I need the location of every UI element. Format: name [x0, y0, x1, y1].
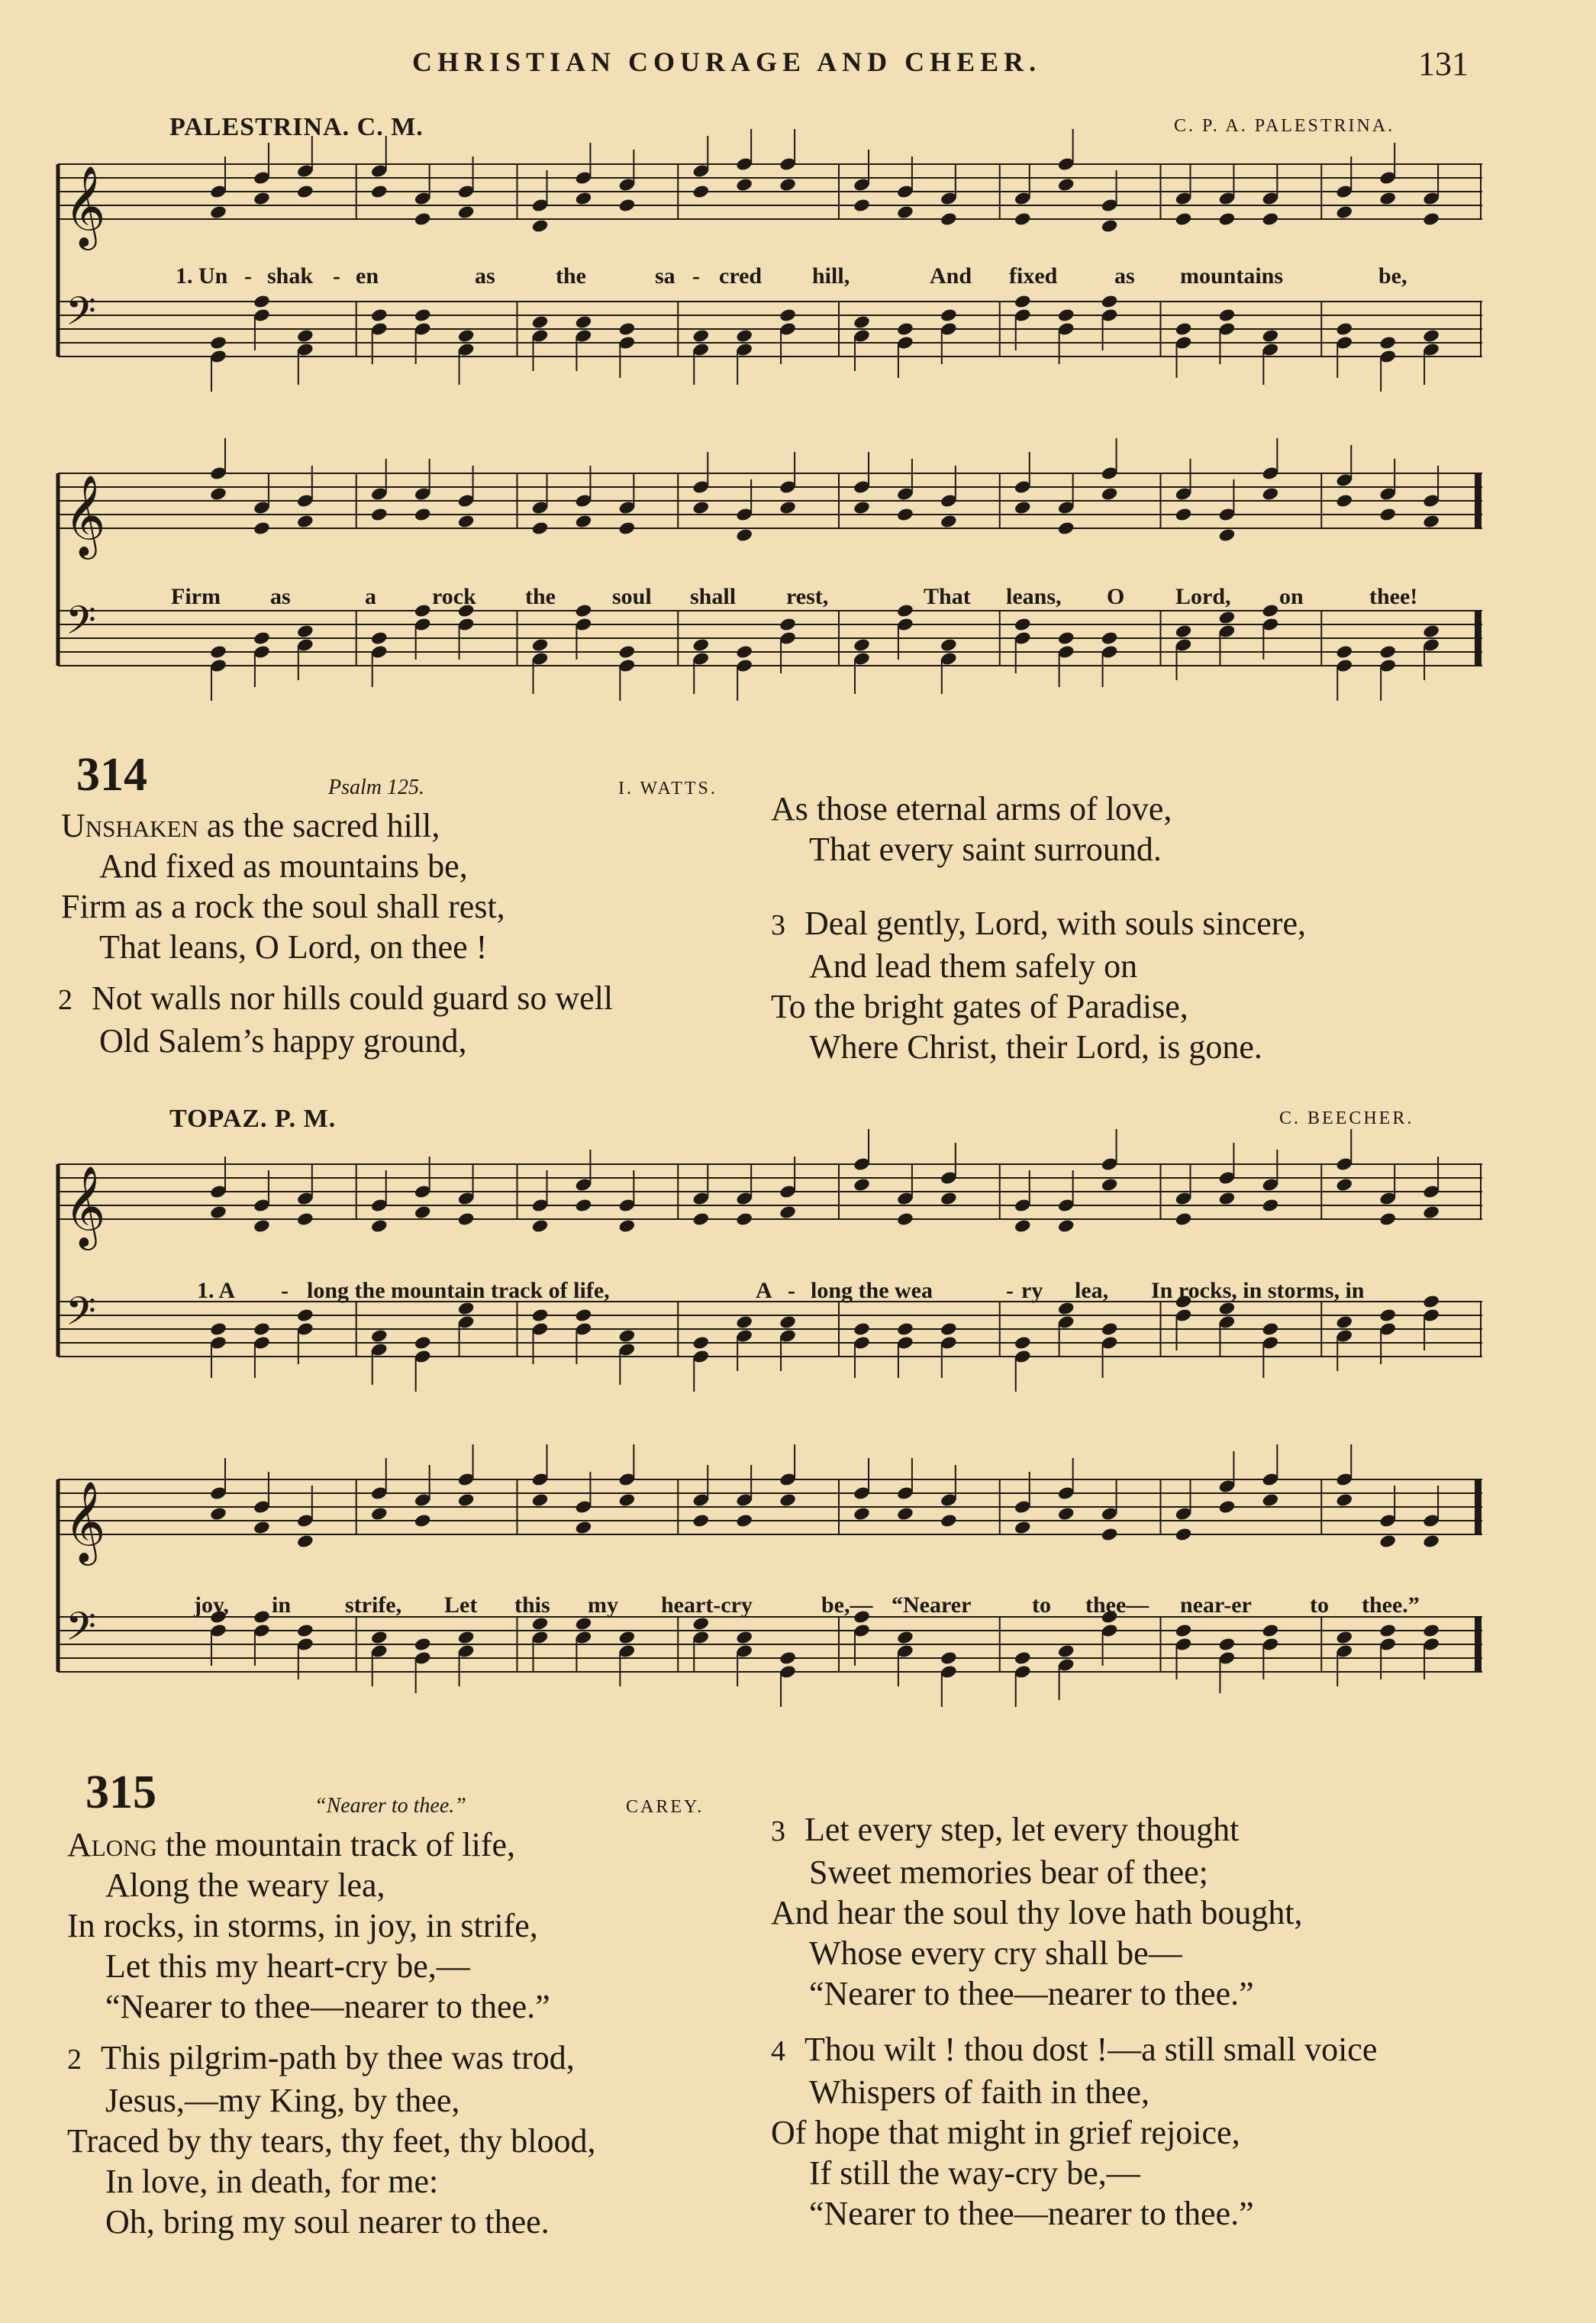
note-head — [779, 1315, 797, 1330]
note-head — [1335, 1177, 1353, 1192]
note-head — [618, 644, 637, 660]
note-head — [1101, 218, 1119, 234]
note-head — [1175, 1212, 1193, 1227]
note-head — [735, 328, 753, 344]
note-head — [1378, 1308, 1397, 1323]
final-barline — [1475, 611, 1481, 666]
note-head — [296, 1623, 314, 1638]
verse-line: 2 This pilgrim-path by thee was trod, — [67, 2037, 595, 2080]
note-head — [1014, 211, 1032, 227]
note-head — [1335, 1630, 1353, 1645]
note-head — [692, 1212, 710, 1227]
note-head — [1378, 1212, 1397, 1227]
note-head — [1014, 1520, 1032, 1535]
note-head — [531, 218, 550, 234]
hymn-314-column-1 — [58, 805, 614, 1061]
final-barline — [1475, 473, 1481, 528]
note-head — [414, 1637, 432, 1652]
lyrics-line-topaz-1: 1. A - long the mountain track of life, A - long the wea - ry lea, In rocks, in storms, in — [197, 1278, 1365, 1303]
treble-clef-icon: 𝄞 — [64, 1480, 106, 1562]
note-head — [1175, 1623, 1193, 1638]
note-head — [414, 211, 432, 227]
note-head — [1378, 191, 1397, 206]
note-head — [1378, 1534, 1397, 1549]
verse-number: 3 — [771, 1815, 785, 1847]
note-head — [896, 507, 914, 522]
note-head — [779, 617, 797, 632]
note-head — [1218, 1637, 1236, 1652]
note-head — [370, 1218, 389, 1234]
note-head — [1014, 1650, 1032, 1666]
note-head — [414, 507, 432, 522]
tune-name-topaz: TOPAZ. P. M. — [169, 1105, 337, 1133]
verse-line: 2 Not walls nor hills could guard so well — [58, 978, 613, 1021]
note-head — [1218, 1499, 1236, 1515]
note-head — [1422, 1534, 1440, 1549]
note-head — [940, 1321, 958, 1337]
verse-line: Whose every cry shall be— — [809, 1934, 1182, 1972]
bass-clef-icon: 𝄢 — [66, 597, 96, 653]
note-head — [414, 1513, 432, 1528]
note-head — [253, 631, 271, 646]
note-head — [735, 1630, 753, 1645]
note-head — [1175, 1527, 1193, 1542]
note-head — [1014, 1218, 1032, 1234]
note-head — [253, 521, 271, 536]
note-head — [1218, 308, 1236, 323]
verse-line: Where Christ, their Lord, is gone. — [809, 1028, 1262, 1066]
note-head — [1262, 1321, 1280, 1337]
note-head — [940, 1513, 958, 1528]
note-head — [209, 486, 227, 502]
note-head — [1101, 1177, 1119, 1192]
verse-line: Old Salem’s happy ground, — [99, 1022, 467, 1060]
note-head — [735, 1315, 753, 1330]
note-head — [618, 1630, 637, 1645]
note-head — [940, 1191, 958, 1206]
note-head — [209, 644, 227, 660]
hymn-314-column-2 — [771, 789, 1306, 1067]
note-head — [1175, 507, 1193, 522]
hymn-reference-314: Psalm 125. — [328, 776, 424, 799]
note-head — [853, 1506, 871, 1521]
verse-number: 4 — [771, 2035, 785, 2067]
note-head — [1057, 521, 1075, 536]
hymn-number-315: 315 — [85, 1766, 156, 1818]
note-head — [370, 1328, 389, 1344]
note-head — [1422, 624, 1440, 639]
note-head — [531, 315, 550, 330]
note-head — [414, 1335, 432, 1350]
note-head — [1262, 1623, 1280, 1638]
note-head — [1057, 1506, 1075, 1521]
verse-line: Whispers of faith in thee, — [809, 2073, 1149, 2111]
note-head — [896, 205, 914, 220]
verse-line: To the bright gates of Paradise, — [771, 988, 1188, 1025]
verse-line: “Nearer to thee—nearer to thee.” — [105, 1988, 550, 2025]
verse-line: And lead them safely on — [809, 947, 1138, 985]
verse-line: And hear the soul thy love hath bought, — [771, 1894, 1303, 1931]
note-head — [896, 1321, 914, 1337]
note-head — [1378, 335, 1397, 350]
note-head — [618, 1328, 637, 1344]
note-head — [692, 637, 710, 653]
bass-clef-icon: 𝄢 — [66, 1603, 96, 1659]
note-head — [457, 514, 476, 529]
tune-name-palestrina: PALESTRINA. C. M. — [169, 113, 424, 141]
verse-line: In love, in death, for me: — [105, 2163, 439, 2200]
note-head — [1175, 321, 1193, 337]
note-head — [1101, 1527, 1119, 1542]
note-head — [1101, 631, 1119, 646]
note-head — [531, 637, 550, 653]
note-head — [457, 1630, 476, 1645]
note-head — [575, 514, 593, 529]
note-head — [1262, 1492, 1280, 1508]
tune-composer-topaz: C. BEECHER. — [1279, 1108, 1414, 1128]
hymn-315-column-2 — [771, 1809, 1377, 2234]
final-barline — [1475, 1479, 1481, 1534]
verse-line: Unshaken as the sacred hill, — [61, 807, 440, 844]
note-head — [1262, 1198, 1280, 1213]
note-head — [618, 321, 637, 337]
note-head — [1378, 644, 1397, 660]
note-head — [1101, 1321, 1119, 1337]
note-head — [209, 335, 227, 350]
verse-line: If still the way-cry be,— — [809, 2154, 1140, 2192]
note-head — [1057, 308, 1075, 323]
note-head — [1335, 1492, 1353, 1508]
note-head — [1422, 514, 1440, 529]
verse-line: Jesus,—my King, by thee, — [105, 2082, 460, 2119]
note-head — [853, 637, 871, 653]
note-head — [1262, 486, 1280, 502]
verse-number: 2 — [67, 2044, 82, 2076]
lyrics-line-palestrina-2: Firm as a rock the soul shall rest, That leans, O Lord, on thee! — [171, 584, 1418, 609]
note-head — [896, 1212, 914, 1227]
note-head — [1335, 644, 1353, 660]
note-head — [618, 1218, 637, 1234]
note-head — [853, 198, 871, 213]
note-head — [370, 507, 389, 522]
hymn-author-315: CAREY. — [626, 1797, 704, 1817]
note-head — [853, 500, 871, 515]
note-head — [940, 514, 958, 529]
note-head — [1175, 211, 1193, 227]
note-head — [940, 1650, 958, 1666]
note-head — [370, 184, 389, 199]
note-head — [1057, 177, 1075, 192]
note-head — [575, 1520, 593, 1535]
final-barline — [1475, 1617, 1481, 1672]
note-head — [209, 1321, 227, 1337]
note-head — [1014, 617, 1032, 632]
verse-line: As those eternal arms of love, — [771, 790, 1172, 828]
note-head — [618, 198, 637, 213]
note-head — [779, 1205, 797, 1220]
lyrics-line-palestrina-1: 1. Un - shak - en as the sa - cred hill, And fixed as mountains be, — [176, 263, 1407, 289]
note-head — [618, 1492, 637, 1508]
note-head — [253, 1218, 271, 1234]
note-head — [779, 500, 797, 515]
note-head — [253, 1321, 271, 1337]
note-head — [735, 177, 753, 192]
note-head — [209, 205, 227, 220]
hymn-reference-315: “Nearer to thee.” — [314, 1794, 466, 1818]
note-head — [853, 315, 871, 330]
note-head — [1335, 493, 1353, 508]
treble-clef-icon: 𝄞 — [64, 474, 106, 556]
note-head — [1101, 486, 1119, 502]
note-head — [457, 328, 476, 344]
verse-line: Of hope that might in grief rejoice, — [771, 2114, 1240, 2151]
note-head — [457, 1212, 476, 1227]
note-head — [457, 1492, 476, 1508]
tune-composer-palestrina: C. P. A. PALESTRINA. — [1174, 116, 1395, 136]
verse-line: In rocks, in storms, in joy, in strife, — [67, 1907, 538, 1944]
note-head — [414, 308, 432, 323]
note-head — [296, 328, 314, 344]
note-head — [370, 308, 389, 323]
note-head — [575, 1198, 593, 1213]
verse-line: And fixed as mountains be, — [99, 847, 468, 885]
note-head — [1057, 631, 1075, 646]
note-head — [1422, 211, 1440, 227]
verse-line: “Nearer to thee—nearer to thee.” — [809, 1975, 1254, 2012]
note-head — [779, 177, 797, 192]
note-head — [853, 1321, 871, 1337]
note-head — [1335, 321, 1353, 337]
note-head — [779, 308, 797, 323]
note-head — [370, 1630, 389, 1645]
lyrics-line-topaz-2: joy, in strife, Let this my heart-cry be,— “Nearer to thee— near-er to thee.” — [194, 1592, 1420, 1618]
note-head — [940, 637, 958, 653]
note-head — [1335, 1315, 1353, 1330]
note-head — [618, 521, 637, 536]
note-head — [253, 1520, 271, 1535]
note-head — [735, 1513, 753, 1528]
note-head — [896, 1630, 914, 1645]
note-head — [296, 1308, 314, 1323]
note-head — [735, 644, 753, 660]
verse-number: 3 — [771, 909, 785, 941]
note-head — [896, 1506, 914, 1521]
verse-line: 3 Deal gently, Lord, with souls sincere, — [771, 903, 1306, 946]
note-head — [735, 528, 753, 543]
note-head — [209, 1506, 227, 1521]
hymn-number-314: 314 — [76, 749, 147, 801]
note-head — [1101, 294, 1119, 309]
verse-line: 3 Let every step, let every thought — [771, 1809, 1377, 1852]
verse-line: That every saint surround. — [809, 831, 1162, 868]
verse-line: 4 Thou wilt ! thou dost !—a still small voice — [771, 2029, 1377, 2072]
verse-line: Let this my heart-cry be,— — [105, 1947, 470, 1985]
verse-line: Along the weary lea, — [105, 1866, 385, 1904]
note-head — [296, 184, 314, 199]
running-head: CHRISTIAN COURAGE AND CHEER. — [412, 47, 1042, 77]
note-head — [1218, 211, 1236, 227]
treble-clef-icon: 𝄞 — [64, 165, 106, 247]
verse-line: Sweet memories bear of thee; — [809, 1854, 1208, 1891]
note-head — [1057, 1644, 1075, 1659]
bass-clef-icon: 𝄢 — [66, 288, 96, 344]
note-head — [575, 191, 593, 206]
note-head — [735, 1212, 753, 1227]
note-head — [1422, 1623, 1440, 1638]
bass-clef-icon: 𝄢 — [66, 1288, 96, 1344]
verse-line: Traced by thy tears, thy feet, thy blood, — [67, 2122, 596, 2160]
verse-line: Firm as a rock the soul shall rest, — [61, 888, 505, 925]
note-head — [692, 1335, 710, 1350]
note-head — [1335, 205, 1353, 220]
note-head — [531, 1492, 550, 1508]
note-head — [1014, 294, 1032, 309]
note-head — [296, 1212, 314, 1227]
note-head — [296, 514, 314, 529]
note-head — [531, 1308, 550, 1323]
note-head — [1422, 1205, 1440, 1220]
hymn-author-314: I. WATTS. — [618, 779, 717, 799]
note-head — [1057, 1218, 1075, 1234]
note-head — [531, 521, 550, 536]
note-head — [1175, 624, 1193, 639]
note-head — [1014, 500, 1032, 515]
note-head — [1262, 211, 1280, 227]
page-number: 131 — [1418, 45, 1469, 82]
verse-line: Oh, bring my soul nearer to thee. — [105, 2203, 550, 2241]
note-head — [692, 184, 710, 199]
hymn-315-column-1 — [67, 1825, 595, 2242]
note-head — [692, 328, 710, 344]
note-head — [1262, 328, 1280, 344]
note-head — [414, 1205, 432, 1220]
note-head — [575, 315, 593, 330]
verse-line: Along the mountain track of life, — [67, 1826, 516, 1863]
note-head — [531, 1218, 550, 1234]
verse-number: 2 — [58, 984, 73, 1016]
note-head — [296, 1534, 314, 1549]
note-head — [940, 211, 958, 227]
note-head — [370, 631, 389, 646]
note-head — [692, 500, 710, 515]
note-head — [296, 624, 314, 639]
note-head — [457, 205, 476, 220]
note-head — [1218, 1191, 1236, 1206]
verse-line: That leans, O Lord, on thee ! — [99, 928, 488, 966]
note-head — [853, 1177, 871, 1192]
note-head — [1014, 1335, 1032, 1350]
note-head — [1378, 507, 1397, 522]
note-head — [779, 1650, 797, 1666]
note-head — [779, 1492, 797, 1508]
note-head — [209, 1205, 227, 1220]
note-head — [370, 1506, 389, 1521]
treble-clef-icon: 𝄞 — [64, 1165, 106, 1247]
note-head — [692, 1513, 710, 1528]
note-head — [1378, 1623, 1397, 1638]
note-head — [253, 191, 271, 206]
note-head — [1422, 328, 1440, 344]
note-head — [253, 294, 271, 309]
note-head — [896, 321, 914, 337]
note-head — [575, 1308, 593, 1323]
note-head — [1218, 528, 1236, 543]
verse-line: “Nearer to thee—nearer to thee.” — [809, 2195, 1254, 2232]
note-head — [940, 308, 958, 323]
